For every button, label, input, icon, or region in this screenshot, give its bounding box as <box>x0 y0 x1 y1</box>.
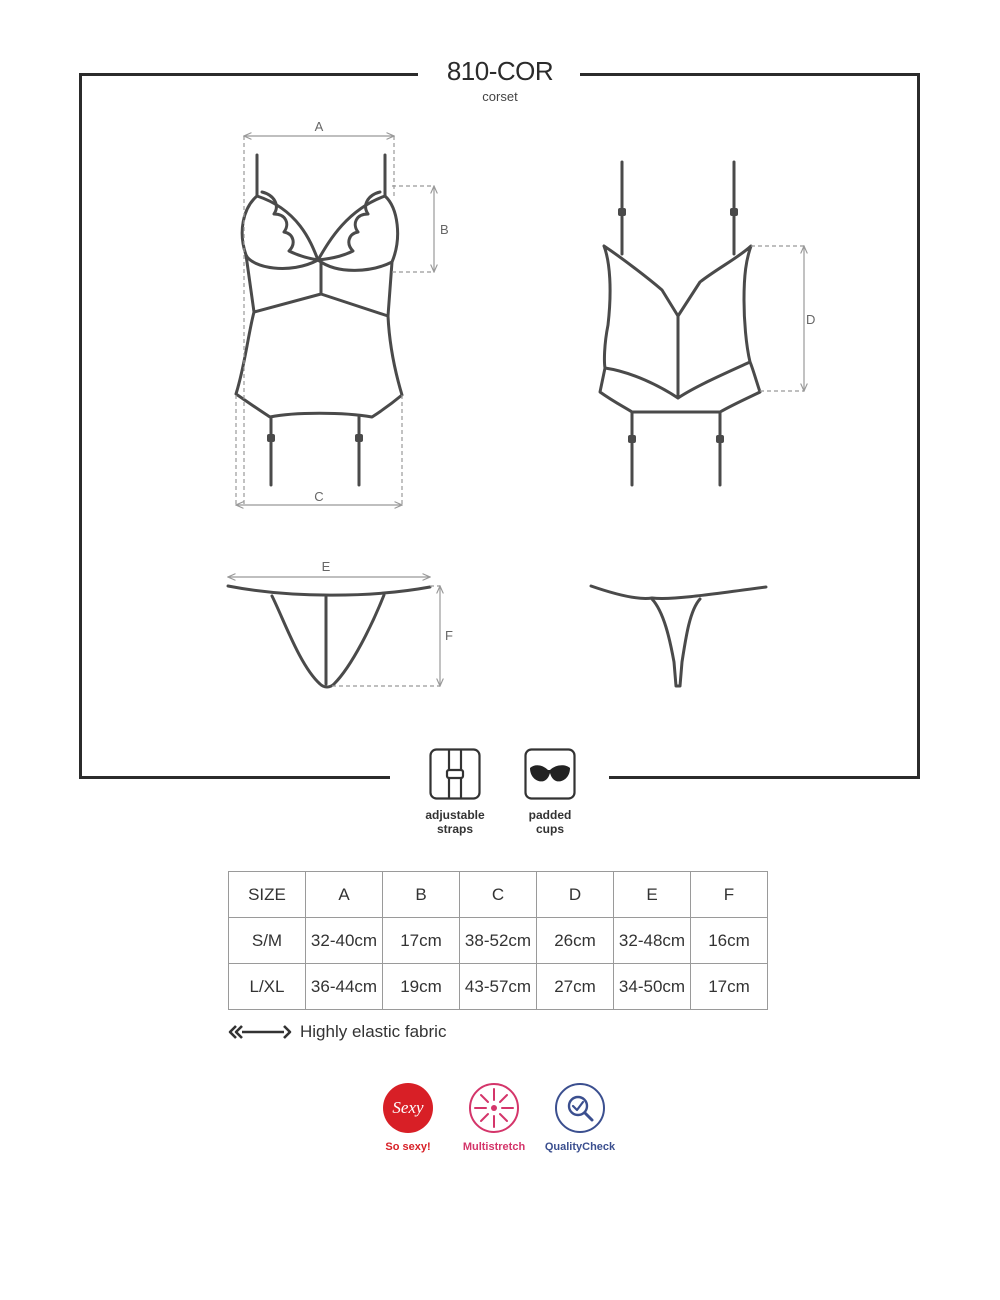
badge-label-so-sexy: So sexy! <box>385 1141 431 1153</box>
multistretch-icon <box>468 1082 520 1134</box>
table-cell: 32-40cm <box>306 918 383 964</box>
product-type: corset <box>482 89 518 104</box>
size-table <box>228 871 768 1010</box>
feature-adjustable-straps <box>400 808 510 836</box>
size-table-header-row <box>229 872 768 918</box>
feature-padded-cups <box>495 808 605 836</box>
table-header-cell: A <box>306 872 383 918</box>
product-code: 810-COR <box>446 56 554 86</box>
feature-label-line: straps <box>436 822 474 836</box>
table-header-cell: F <box>691 872 768 918</box>
dimension-label-e: E <box>321 559 331 574</box>
table-cell: 34-50cm <box>614 964 691 1010</box>
table-row <box>229 964 768 1010</box>
padded-cups-icon <box>524 748 576 800</box>
dimension-lines-back <box>751 246 804 391</box>
fabric-note <box>228 1020 446 1044</box>
dimension-label-d: D <box>806 312 816 327</box>
table-cell: 26cm <box>537 918 614 964</box>
stretch-arrow-icon <box>228 1024 292 1040</box>
badge-label-multistretch: Multistretch <box>462 1141 526 1153</box>
table-cell: 17cm <box>691 964 768 1010</box>
table-cell: 19cm <box>383 964 460 1010</box>
table-header-cell: C <box>460 872 537 918</box>
sexy-badge-text: Sexy <box>392 1098 424 1117</box>
table-cell: 38-52cm <box>460 918 537 964</box>
table-cell: 36-44cm <box>306 964 383 1010</box>
adjustable-straps-icon <box>429 748 481 800</box>
table-cell: 43-57cm <box>460 964 537 1010</box>
table-row <box>229 918 768 964</box>
table-header-cell: D <box>537 872 614 918</box>
thong-front-drawing <box>228 586 430 687</box>
table-header-cell: B <box>383 872 460 918</box>
dimension-lines-thong <box>228 577 440 686</box>
feature-label-line: adjustable <box>425 808 485 822</box>
table-cell: L/XL <box>229 964 306 1010</box>
dimension-lines-front <box>236 136 434 505</box>
table-cell: 17cm <box>383 918 460 964</box>
table-cell: 16cm <box>691 918 768 964</box>
table-header-cell: SIZE <box>229 872 306 918</box>
table-cell: 32-48cm <box>614 918 691 964</box>
feature-label-line: cups <box>535 822 564 836</box>
fabric-note-text: Highly elastic fabric <box>300 1022 447 1041</box>
table-header-cell: E <box>614 872 691 918</box>
dimension-label-f: F <box>445 628 453 643</box>
sexy-badge-icon <box>382 1082 434 1134</box>
dimension-label-b: B <box>440 222 449 237</box>
table-cell: 27cm <box>537 964 614 1010</box>
dimension-label-c: C <box>314 489 324 504</box>
feature-label-line: padded <box>528 808 572 822</box>
badge-label-qualitycheck: QualityCheck <box>544 1141 616 1153</box>
corset-front-drawing <box>236 155 402 485</box>
dimension-label-a: A <box>314 119 324 134</box>
table-cell: S/M <box>229 918 306 964</box>
qualitycheck-icon <box>554 1082 606 1134</box>
thong-back-drawing <box>591 586 766 686</box>
